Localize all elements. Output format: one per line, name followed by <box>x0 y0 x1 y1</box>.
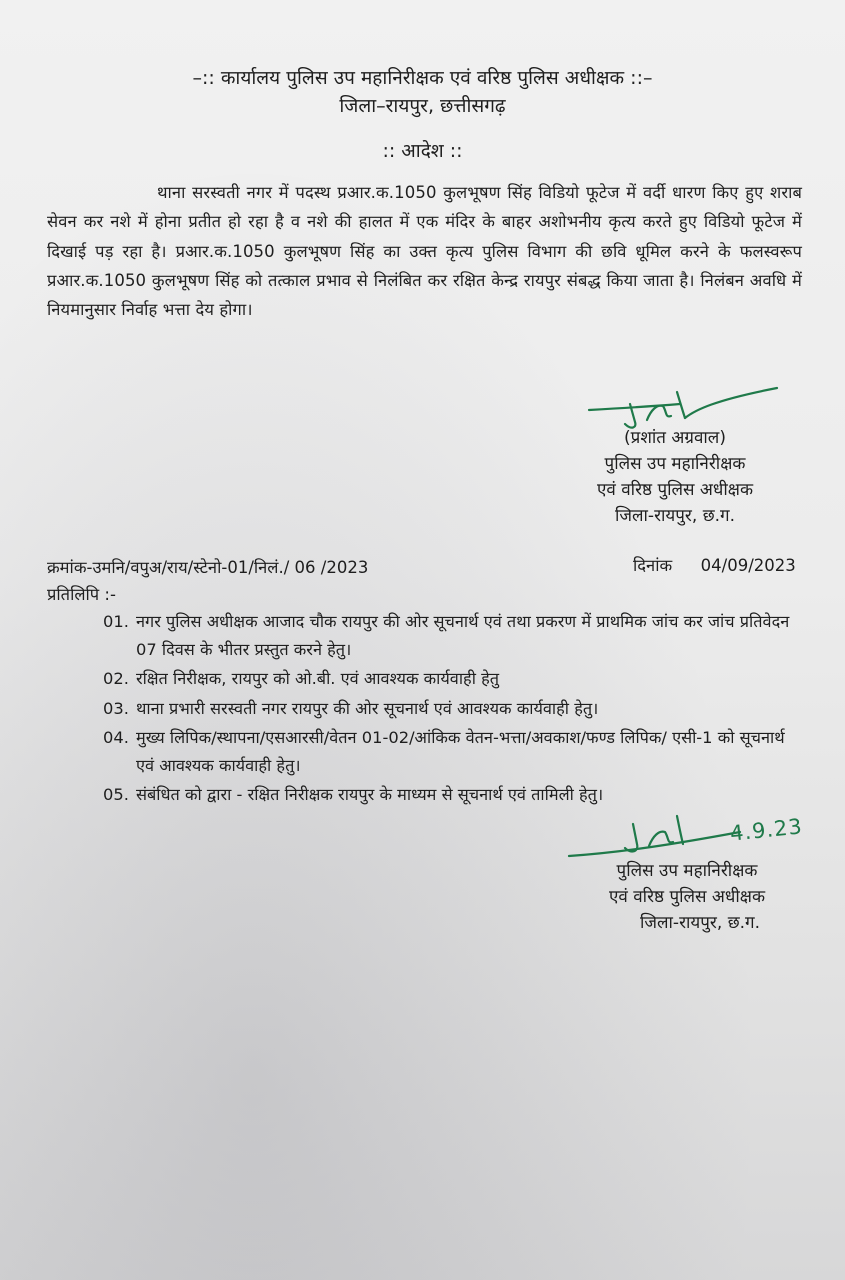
signatory-name: (प्रशांत अग्रवाल) <box>624 428 726 448</box>
district-heading: जिला–रायपुर, छत्तीसगढ़ <box>339 95 506 117</box>
list-item-text: नगर पुलिस अधीक्षक आजाद चौक रायपुर की ओर सूचनार्थ एवं तथा प्रकरण में प्राथमिक जांच कर जांच प्रतिवेदन 07 दिवस के भीतर प्रस्तुत करने हेतु। <box>136 612 790 659</box>
reference-number: क्रमांक-उमनि/वपुअ/राय/स्टेनो-01/निलं./ 06 /2023 <box>47 558 369 577</box>
list-item-number: 05. <box>103 785 129 804</box>
signatory-designation-2: एवं वरिष्ठ पुलिस अधीक्षक <box>608 887 766 907</box>
order-body: थाना सरस्वती नगर में पदस्थ प्रआर.क.1050 कुलभूषण सिंह विडियो फूटेज में वर्दी धारण किए हुए शराब सेवन कर नशे में होना प्रतीत हो रहा है व नशे की हालत में एक मंदिर के बाहर अशोभनीय कृत्य करते हुए विडियो फूटेज में दिखाई पड़ रहा है। प्रआर.क.1050 कुलभूषण सिंह का उक्त कृत्य पुलिस विभाग की छवि धूमिल करने के फलस्वरूप प्रआर.क.1050 कुलभूषण सिंह को तत्काल प्रभाव से निलंबित कर रक्षित केन्द्र रायपुर संबद्ध किया जाता है। निलंबन अवधि में नियमानुसार निर्वाह भत्ता देय होगा। <box>47 183 802 320</box>
signature-2-block <box>572 858 802 936</box>
copy-heading: प्रतिलिपि :- <box>47 585 116 604</box>
list-item-text: संबंधित को द्वारा - रक्षित निरीक्षक रायपुर के माध्यम से सूचनार्थ एवं तामिली हेतु। <box>136 785 604 804</box>
list-item <box>103 665 803 693</box>
order-title: :: आदेश :: <box>382 140 463 162</box>
list-item-number: 02. <box>103 669 129 688</box>
office-heading: –:: कार्यालय पुलिस उप महानिरीक्षक एवं वरिष्ठ पुलिस अधीक्षक ::– <box>192 67 653 89</box>
signatory-designation-1: पुलिस उप महानिरीक्षक <box>604 454 746 474</box>
list-item <box>103 608 803 663</box>
list-item-number: 04. <box>103 728 129 747</box>
list-item-text: रक्षित निरीक्षक, रायपुर को ओ.बी. एवं आवश्यक कार्यवाही हेतु <box>136 669 500 688</box>
signatory-designation-2: एवं वरिष्ठ पुलिस अधीक्षक <box>596 480 754 500</box>
list-item <box>103 724 803 779</box>
date-value: 04/09/2023 <box>700 556 796 575</box>
copy-list <box>103 608 803 811</box>
reference-date <box>633 553 796 576</box>
list-item-number: 03. <box>103 698 129 718</box>
handwritten-date: 4.9.23 <box>728 814 804 846</box>
signatory-location: जिला-रायपुर, छ.ग. <box>614 506 735 526</box>
signatory-designation-1: पुलिस उप महानिरीक्षक <box>616 861 758 881</box>
signature-1-block <box>560 425 790 529</box>
signature-2-icon <box>565 812 745 860</box>
list-item <box>103 695 803 723</box>
list-item <box>103 781 803 809</box>
date-label: दिनांक <box>633 556 673 575</box>
list-item-text: मुख्य लिपिक/स्थापना/एसआरसी/वेतन 01-02/आंकिक वेतन-भत्ता/अवकाश/फण्ड लिपिक/ एसी-1 को सूचनार्थ एवं आवश्यक कार्यवाही हेतु। <box>136 728 785 775</box>
list-item-text: थाना प्रभारी सरस्वती नगर रायपुर की ओर सूचनार्थ एवं आवश्यक कार्यवाही हेतु। <box>136 698 599 718</box>
signatory-location: जिला-रायपुर, छ.ग. <box>639 913 760 933</box>
list-item-number: 01. <box>103 612 129 631</box>
